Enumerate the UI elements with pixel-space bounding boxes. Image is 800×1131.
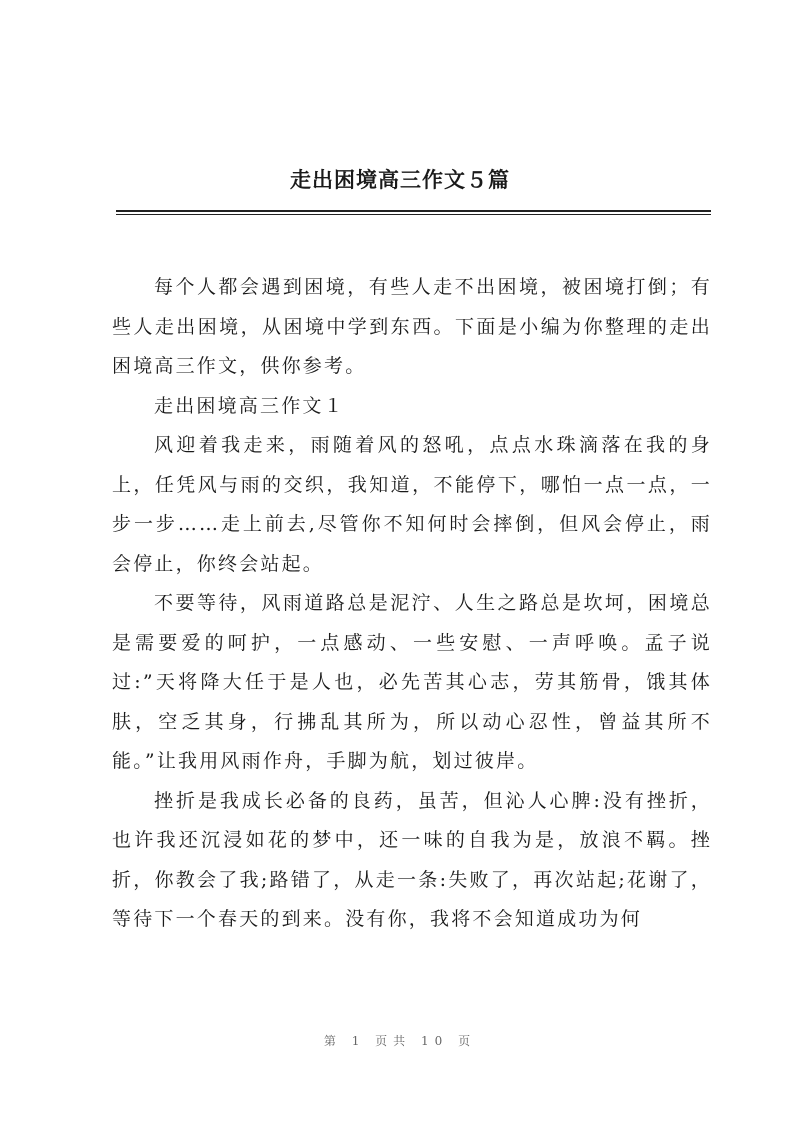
- document-body: [112, 268, 712, 940]
- title-divider: [116, 210, 711, 212]
- paragraph: 风迎着我走来，雨随着风的怒吼，点点水珠滴落在我的身上，任凭风与雨的交织，我知道，不能停下，哪怕一点一点，一步一步……走上前去,尽管你不知何时会摔倒，但风会停止，雨会停止，你终会站起。: [112, 434, 712, 575]
- paragraph-intro: 每个人都会遇到困境，有些人走不出困境，被困境打倒；有些人走出困境，从困境中学到东西。下面是小编为你整理的走出困境高三作文，供你参考。: [112, 276, 712, 377]
- paragraph: 不要等待，风雨道路总是泥泞、人生之路总是坎坷，困境总是需要爱的呵护，一点感动、一些安慰、一声呼唤。孟子说过:”天将降大任于是人也，必先苦其心志，劳其筋骨，饿其体肤，空乏其身，行拂乱其所为，所以动心忍性，曾益其所不能。”让我用风雨作舟，手脚为航，划过彼岸。: [112, 592, 712, 772]
- paragraph: 挫折是我成长必备的良药，虽苦，但沁人心脾:没有挫折，也许我还沉浸如花的梦中，还一味的自我为是，放浪不羁。挫折，你教会了我;路错了，从走一条:失败了，再次站起;花谢了，等待下一个春天的到来。没有你，我将不会知道成功为何: [112, 789, 712, 930]
- section-heading-1: 走出困境高三作文１: [154, 394, 345, 417]
- page-title: 走出困境高三作文５篇: [290, 167, 510, 192]
- page-footer: 第 1 页共 10 页: [323, 1034, 477, 1048]
